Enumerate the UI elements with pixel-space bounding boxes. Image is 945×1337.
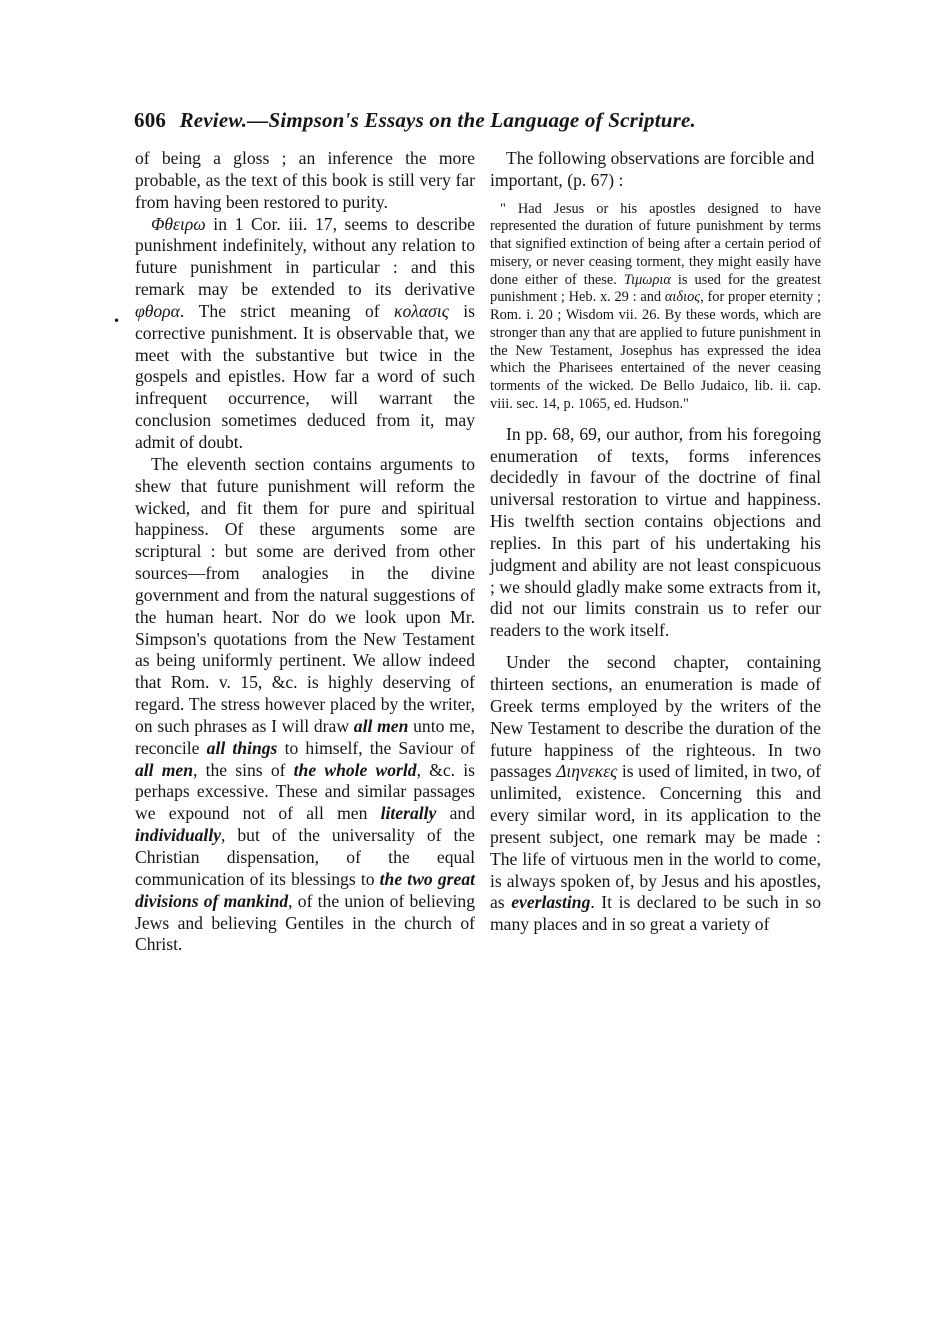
text-run: , &c. is perhaps excessive. These and similar passages we expound not of all men xyxy=(135,759,475,824)
paragraph xyxy=(490,652,821,936)
paragraph xyxy=(135,454,475,956)
greek-word: φθορα xyxy=(135,300,180,321)
paragraph: The following observations are forcible and important, (p. 67) : xyxy=(490,148,815,190)
text-run: unto me, reconcile xyxy=(135,715,476,758)
running-title: Review.—Simpson's Essays on the Language of Scripture. xyxy=(179,108,696,132)
emphasis: literally xyxy=(380,803,437,824)
emphasis: everlasting xyxy=(511,892,591,913)
text-run: . The strict meaning of xyxy=(179,300,395,321)
emphasis: all things xyxy=(206,737,278,758)
emphasis: all men xyxy=(135,759,194,780)
text-run: is used of limited, in two, of unlimited, existence. Concerning this and every similar word, in its application to the present subject, one remark may be made : The life of virtuous men in the world to come, is always spoken of, by Jesus and his apostles, as xyxy=(490,761,821,913)
emphasis: individually xyxy=(135,825,222,846)
text-run: Under the second chapter, containing thirteen sections, an enumeration is made of Greek terms employed by the writers of the New Testament to describe the duration of the future happiness of the righteous. In two passages xyxy=(490,652,821,782)
text-run: , but of the universality of the Christian dispensation, of the equal communication of its blessings to xyxy=(135,825,475,889)
greek-word: Τιμωρια xyxy=(623,271,671,288)
right-column xyxy=(490,148,821,936)
paragraph: In pp. 68, 69, our author, from his foregoing enumeration of texts, forms inferences decidedly in favour of the doctrine of final universal restoration to virtue and happiness. His twelfth section contains objections and replies. In this part of his undertaking his judgment and ability are not least conspicuous ; we should gladly make some extracts from it, did not our limits constrain us to refer our readers to the work itself. xyxy=(490,423,821,641)
text-run: " Had Jesus or his apostles designed to have represented the duration of future punishment by terms that signified extinction of being after a certain period of misery, or never ceasing torment, they might easily have done either of these. xyxy=(490,200,821,288)
text-run: , for proper eternity ; Rom. i. 20 ; Wisdom vii. 26. By these words, which are stronger than any that are applied to future punishment in the New Testament, Josephus has expressed the idea which the Pharisees entertained of the never ceasing torments of the wicked. De Bello Judaico, lib. ii. cap. viii. sec. 14, p. 1065, ed. Hudson." xyxy=(490,289,822,412)
greek-word: Διηνεκες xyxy=(556,761,618,782)
text-run: , the sins of xyxy=(193,759,294,780)
text-run: is corrective punishment. It is observable that, we meet with the substantive but twice in the gospels and epistles. How far a word of such infrequent occurrence, will warrant the conclusion sometimes deduced from it, may admit of doubt. xyxy=(135,300,475,452)
page-number: 606 xyxy=(134,108,167,132)
text-run: is used for the greatest punishment ; Heb. x. 29 : and xyxy=(490,271,821,306)
greek-word: Φθειρω xyxy=(151,213,206,234)
text-run: . It is declared to be such in so many places and in so great a variety of xyxy=(490,892,821,935)
text-run: and xyxy=(436,803,475,824)
text-run: in 1 Cor. iii. 17, seems to describe punishment indefinitely, without any relation to future punishment in particular : and this remark may be extended to its derivative xyxy=(135,213,475,300)
greek-word: αιδιος xyxy=(664,289,701,306)
emphasis: all men xyxy=(353,715,409,736)
emphasis: the whole world xyxy=(293,759,417,780)
block-quote xyxy=(490,201,821,414)
text-run: to himself, the Saviour of xyxy=(277,737,475,758)
greek-word: κολασις xyxy=(394,300,449,321)
paragraph: of being a gloss ; an inference the more probable, as the text of this book is still very far from having been restored to purity. xyxy=(135,148,475,212)
running-header xyxy=(134,108,824,133)
margin-mark: • xyxy=(113,314,121,328)
paragraph xyxy=(135,214,475,454)
text-run: The eleventh section contains arguments to shew that future punishment will reform the wicked, and fit them for pure and spiritual happiness. Of these arguments some are scriptural : but some are derived from other sources—from analogies in the divine government and from the natural suggestions of the human heart. Nor do we look upon Mr. Simpson's quotations from the New Testament as being uniformly pertinent. We allow indeed that Rom. v. 15, &c. is highly deserving of regard. The stress however placed by the writer, on such phrases as I will draw xyxy=(135,453,475,736)
emphasis: the two great divisions of mankind xyxy=(135,868,476,911)
left-column xyxy=(135,148,475,956)
text-run: , of the union of believing Jews and believing Gentiles in the church of Christ. xyxy=(135,890,475,955)
